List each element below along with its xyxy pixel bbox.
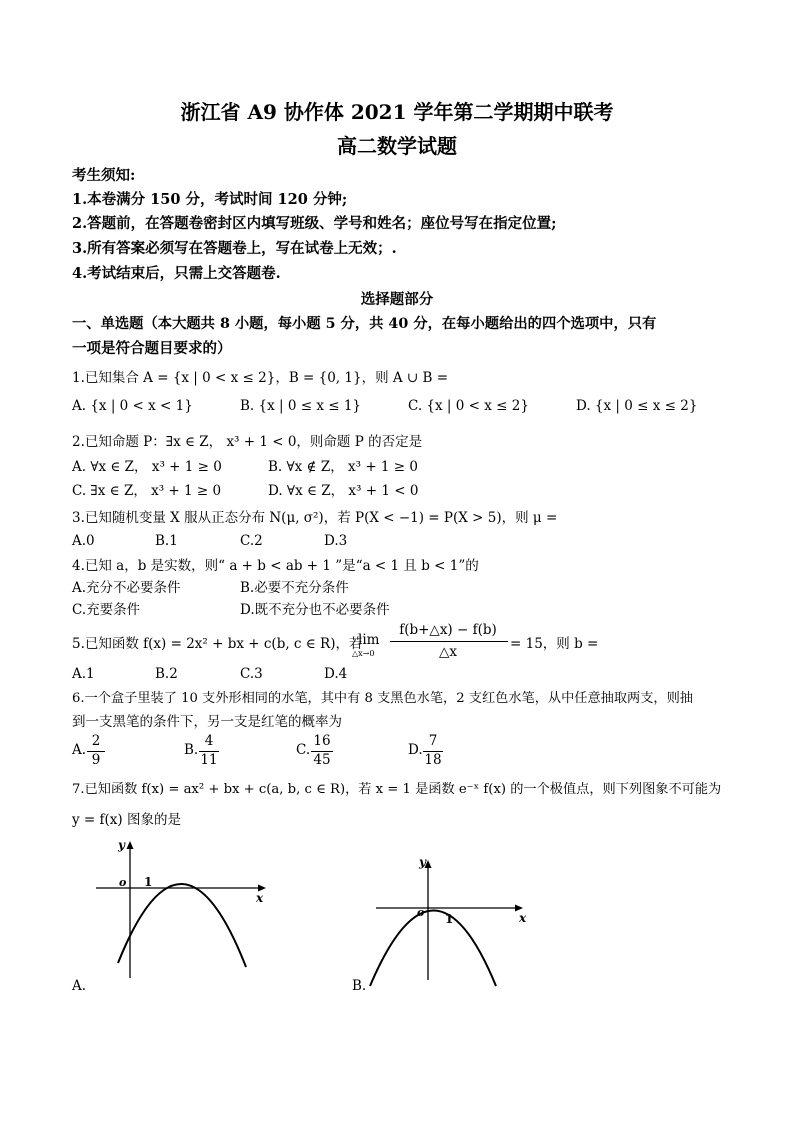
y-axis-label: y (118, 838, 125, 852)
question-6-option-c[interactable] (296, 733, 376, 769)
question-6-option-d[interactable] (408, 733, 488, 769)
question-5-option-a[interactable]: A.1 (72, 666, 95, 682)
question-5-option-b[interactable]: B.2 (155, 666, 178, 682)
question-4-option-c[interactable]: C.充要条件 (72, 602, 141, 618)
notice-heading: 考生须知: (72, 167, 136, 184)
question-4-option-b[interactable]: B.必要不充分条件 (240, 580, 349, 596)
fraction-numerator: f(b+△x) − f(b) (399, 622, 497, 638)
question-3-option-c[interactable]: C.2 (240, 533, 263, 549)
question-4-option-d[interactable]: D.既不充分也不必要条件 (240, 602, 390, 618)
question-7-option-b-label[interactable]: B. (352, 978, 367, 994)
question-7-graph-a[interactable] (88, 835, 288, 985)
notice-item: 1.本卷满分 150 分，考试时间 120 分钟; (72, 191, 348, 208)
question-5-option-c[interactable]: C.3 (240, 666, 263, 682)
part-heading-line1: 一、单选题（本大题共 8 小题，每小题 5 分，共 40 分，在每小题给出的四个选项中，只有 (72, 316, 657, 332)
question-1-option-a[interactable]: A. {x | 0 < x < 1} (72, 398, 193, 414)
question-2-option-d[interactable]: D. ∀x ∈ Z， x³ + 1 < 0 (268, 483, 419, 499)
option-denominator: 18 (424, 752, 442, 768)
option-numerator: 7 (428, 733, 438, 749)
question-2-stem: 2.已知命题 P：∃x ∈ Z， x³ + 1 < 0，则命题 P 的否定是 (72, 434, 423, 450)
tick-label-1: 1 (144, 875, 153, 889)
y-axis-label: y (419, 855, 426, 869)
question-3-option-d[interactable]: D.3 (324, 533, 348, 549)
parabola-curve (118, 884, 246, 967)
section-title: 选择题部分 (360, 291, 434, 308)
notice-item: 4.考试结束后，只需上交答题卷. (72, 265, 281, 282)
option-label: D. (408, 742, 423, 758)
limit-subscript: △x→0 (352, 649, 375, 658)
origin-label: o (119, 876, 127, 889)
question-2-option-c[interactable]: C. ∃x ∈ Z， x³ + 1 ≥ 0 (72, 483, 222, 499)
option-label: C. (296, 742, 311, 758)
part-heading-line2: 一项是符合题目要求的） (72, 340, 232, 357)
option-numerator: 2 (91, 733, 101, 749)
option-numerator: 16 (313, 733, 331, 749)
question-3-option-b[interactable]: B.1 (155, 533, 178, 549)
option-numerator: 4 (204, 733, 214, 749)
option-denominator: 11 (200, 752, 218, 768)
origin-label: o (417, 906, 425, 919)
exam-title: 浙江省 A9 协作体 2021 学年第二学期期中联考 (180, 100, 614, 124)
limit-symbol: lim (358, 632, 380, 648)
question-4-stem: 4.已知 a，b 是实数，则“ a + b < ab + 1 ”是“a < 1 且 b < 1”的 (72, 558, 479, 574)
option-label: A. (72, 742, 87, 758)
notice-item: 3.所有答案必须写在答题卷上，写在试卷上无效；. (72, 240, 397, 257)
fraction-bar (390, 641, 508, 642)
notice-item: 2.答题前，在答题卷密封区内填写班级、学号和姓名；座位号写在指定位置; (72, 215, 557, 232)
option-denominator: 9 (91, 752, 101, 768)
question-7-stem-cont: y = f(x) 图象的是 (72, 812, 181, 828)
question-4-option-a[interactable]: A.充分不必要条件 (72, 580, 181, 596)
tick-label-1: 1 (445, 912, 454, 926)
question-6-stem: 6.一个盒子里装了 10 支外形相同的水笔，其中有 8 支黑色水笔，2 支红色水笔，从中任意抽取两支，则抽 (72, 691, 693, 706)
exam-subtitle: 高二数学试题 (337, 134, 457, 158)
question-6-option-a[interactable] (72, 733, 152, 769)
question-1-stem: 1.已知集合 A = {x | 0 < x ≤ 2}，B = {0, 1}，则 A ∪ B = (72, 370, 449, 386)
fraction-denominator: △x (439, 644, 457, 660)
question-5-stem-end: = 15，则 b = (510, 636, 599, 652)
question-1-option-b[interactable]: B. {x | 0 ≤ x ≤ 1} (240, 398, 362, 414)
question-6-option-b[interactable] (184, 733, 264, 769)
question-7-graph-b[interactable] (368, 840, 568, 990)
question-1-option-d[interactable]: D. {x | 0 ≤ x ≤ 2} (576, 398, 698, 414)
question-2-option-b[interactable]: B. ∀x ∉ Z， x³ + 1 ≥ 0 (268, 459, 419, 475)
question-7-stem: 7.已知函数 f(x) = ax² + bx + c(a, b, c ∈ R)，若 x = 1 是函数 e⁻ˣ f(x) 的一个极值点，则下列图象不可能为 (72, 782, 722, 797)
question-1-option-c[interactable]: C. {x | 0 < x ≤ 2} (408, 398, 529, 414)
question-3-stem: 3.已知随机变量 X 服从正态分布 N(μ, σ²)，若 P(X < −1) = P(X > 5)，则 μ = (72, 510, 558, 526)
question-5-stem: 5.已知函数 f(x) = 2x² + bx + c(b, c ∈ R)，若 (72, 636, 363, 652)
parabola-curve (370, 911, 496, 987)
x-axis-label: x (256, 891, 264, 905)
x-axis-label: x (519, 911, 527, 925)
option-label: B. (184, 742, 199, 758)
question-5-option-d[interactable]: D.4 (324, 666, 348, 682)
question-6-stem-cont: 到一支黑笔的条件下，另一支是红笔的概率为 (72, 714, 342, 730)
question-7-option-a-label[interactable]: A. (72, 978, 87, 994)
option-denominator: 45 (313, 752, 331, 768)
question-2-option-a[interactable]: A. ∀x ∈ Z， x³ + 1 ≥ 0 (72, 459, 222, 475)
question-3-option-a[interactable]: A.0 (72, 533, 95, 549)
y-axis-arrow (127, 841, 134, 849)
